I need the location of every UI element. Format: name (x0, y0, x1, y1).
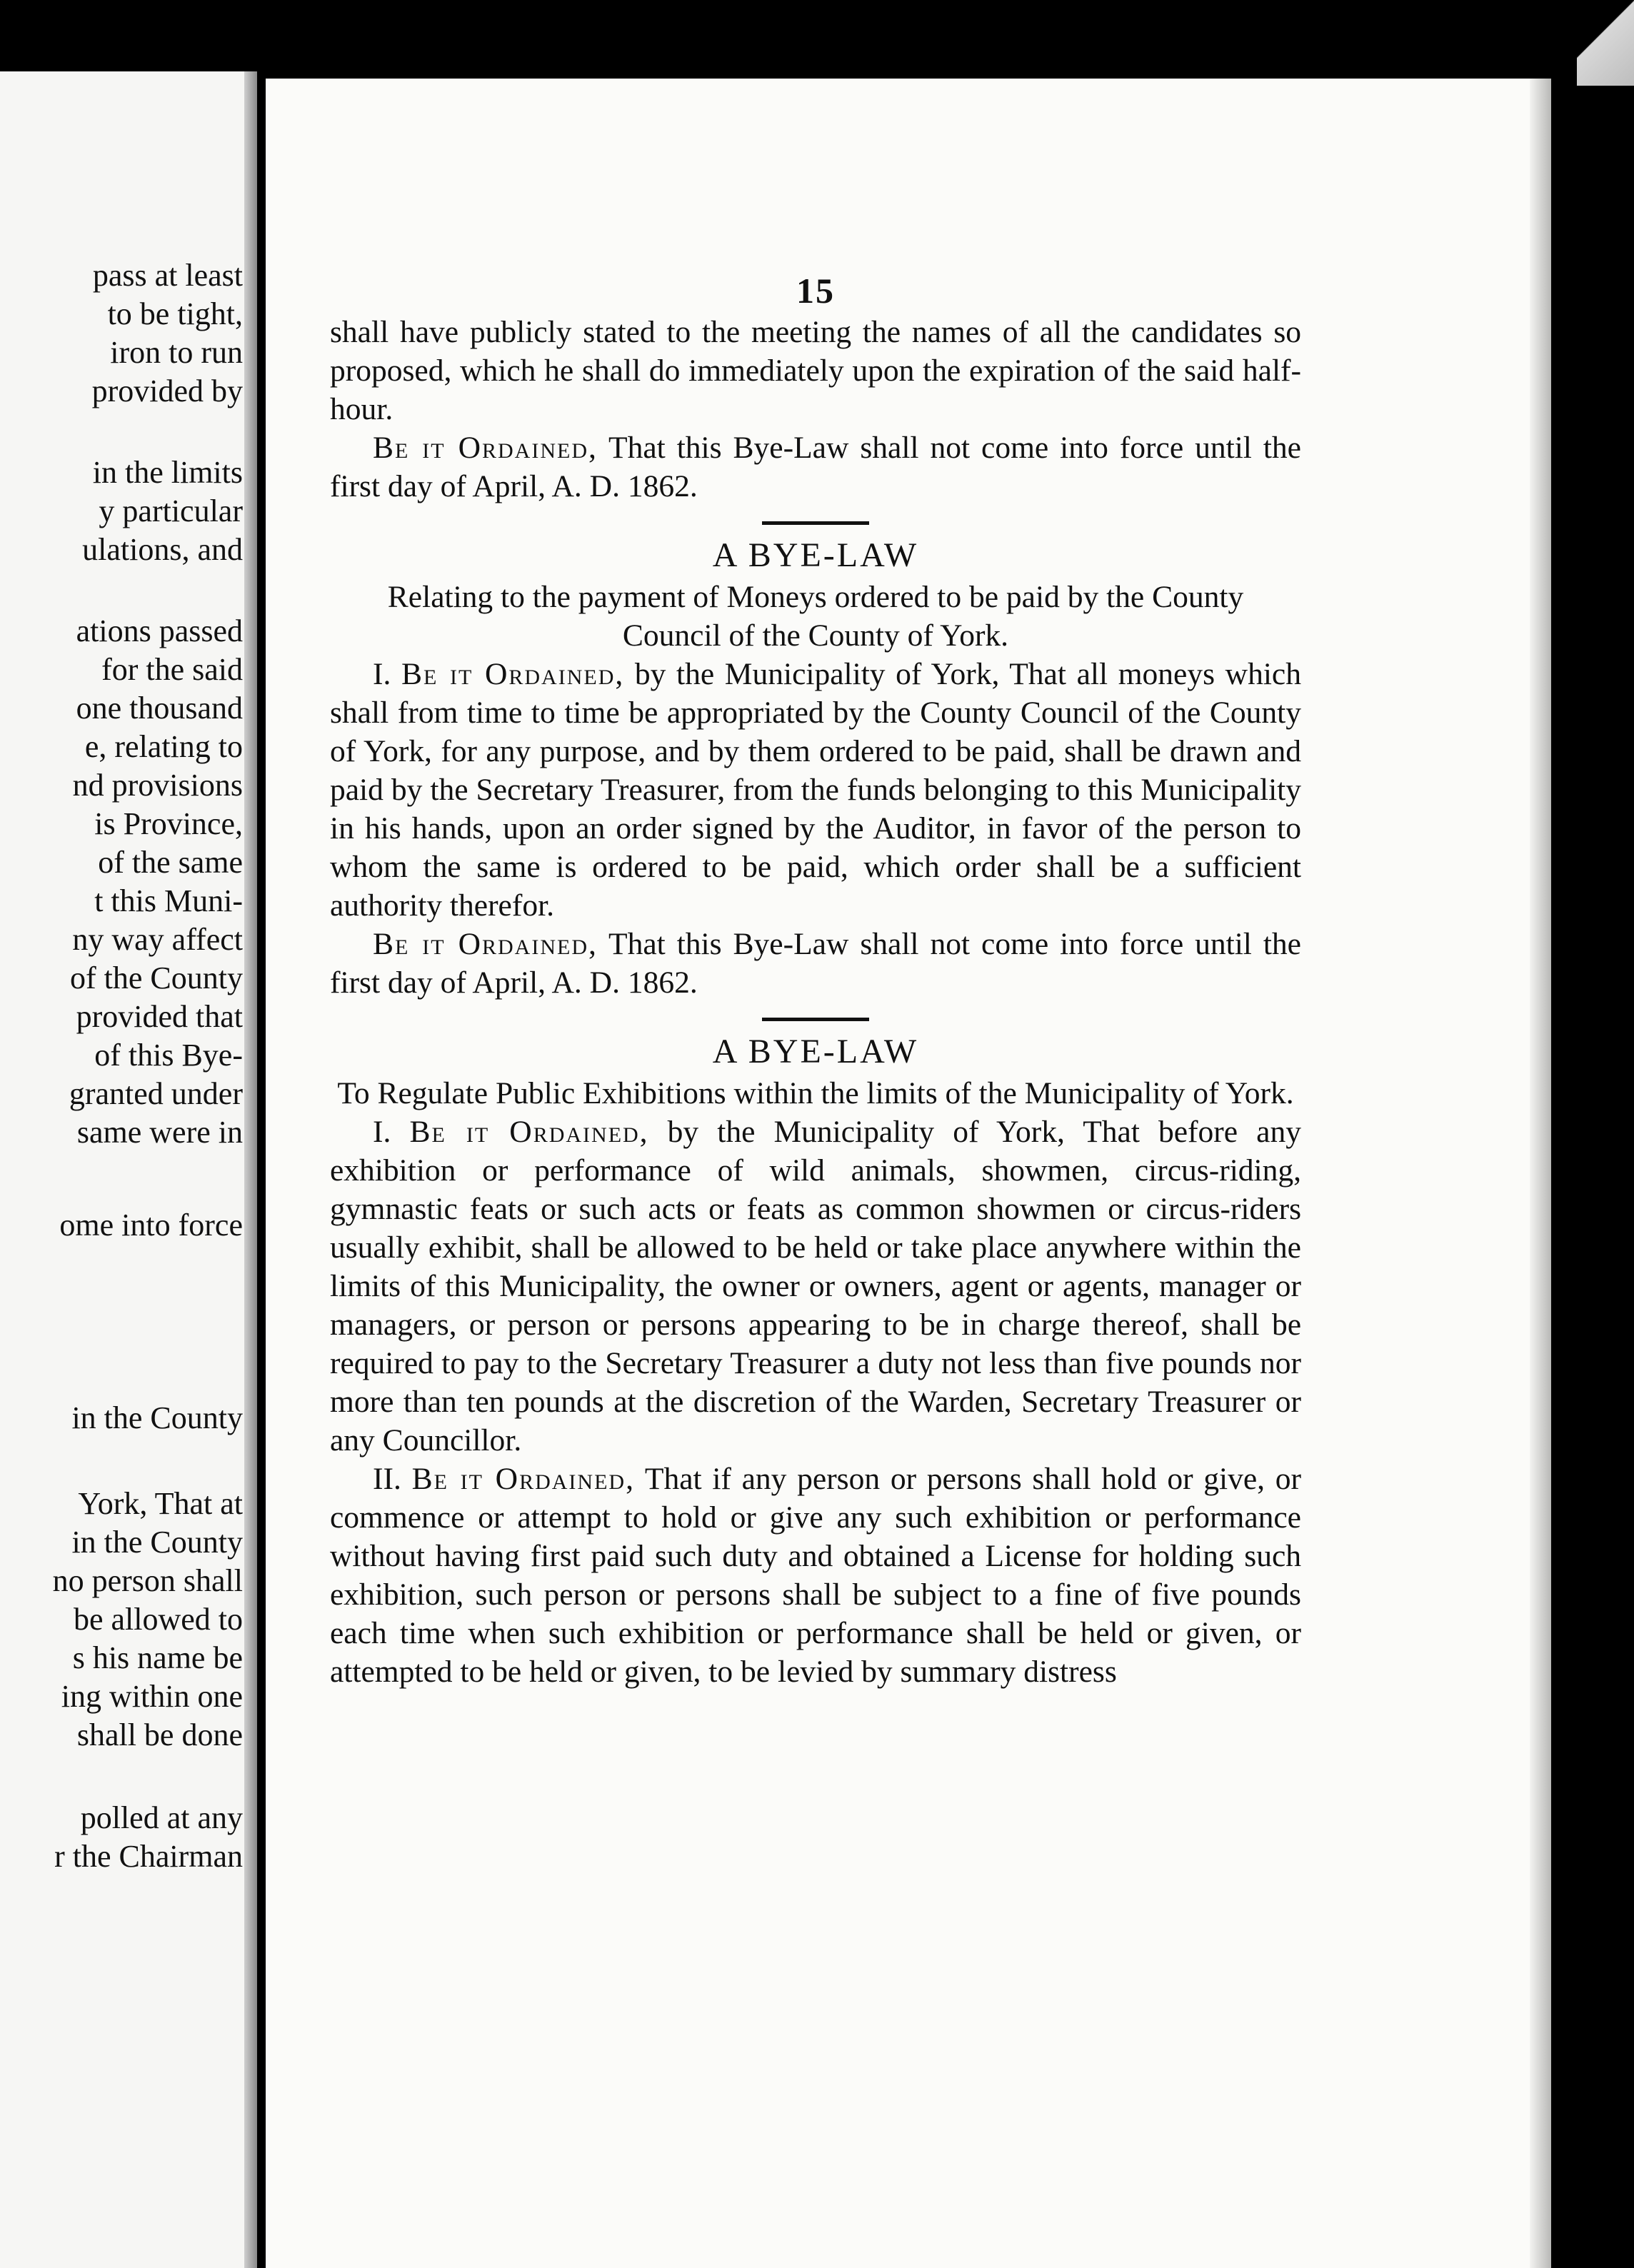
previous-page-line: t this Muni- (94, 883, 243, 918)
clause-number: I. (373, 1115, 410, 1149)
bylaw-heading: A BYE-LAW (712, 1033, 919, 1070)
clause-text: That this Bye-Law shall not come into force until the first day of April, A. D. 1862. (330, 927, 1301, 1000)
previous-page-line: provided by (91, 373, 243, 408)
previous-page-line: York, That at (78, 1486, 243, 1521)
previous-page-line: no person shall (52, 1563, 243, 1598)
previous-page-line: same were in (76, 1115, 243, 1150)
bylaw-clause (330, 1113, 1301, 1460)
previous-page-line: to be tight, (107, 296, 243, 331)
previous-page-line: provided that (76, 999, 243, 1034)
ordained-caps: Be it Ordained, (401, 657, 625, 691)
ordained-caps: Be it Ordained, (409, 1115, 649, 1149)
previous-page-line: pass at least (92, 258, 243, 293)
previous-page-line: ny way affect (72, 922, 243, 957)
ordained-caps: Be it Ordained, (373, 927, 598, 961)
bylaw-clause (330, 655, 1301, 925)
previous-page-line: for the said (101, 652, 243, 687)
previous-page-line: of the County (70, 960, 243, 995)
previous-page-line: s his name be (72, 1640, 243, 1675)
previous-page-line: is Province, (94, 806, 243, 841)
ordained-text: That this Bye-Law shall not come into force until the first day of April, A. D. 1862. (330, 431, 1301, 503)
previous-page-line: ulations, and (82, 532, 243, 567)
bylaw-closing-clause (330, 925, 1301, 1002)
bylaw-clause (330, 1460, 1301, 1691)
clause-number: I. (373, 657, 402, 691)
previous-page-line: shall be done (76, 1717, 243, 1752)
previous-page-line: granted under (69, 1076, 243, 1111)
previous-page-line: ome into force (59, 1208, 243, 1243)
previous-page-line: ations passed (76, 613, 243, 648)
opening-paragraph: shall have publicly stated to the meeting the names of all the candidates so proposed, which he shall do immediately upon the expiration of the said half-hour. (330, 315, 1301, 426)
previous-page-line: nd provisions (72, 768, 243, 803)
clause-text: by the Municipality of York, That before any exhibition or performance of wild animals, showmen, circus-riding, gymnastic feats or such acts or feats as common showmen or circus-riders usually exhibit, shall be allowed to be held or take place anywhere within the limits of this Municipality, the owner or owners, agent or agents, manager or managers, or person or persons appearing to be in charge thereof, shall be required to pay to the Secretary Treasurer a duty not less than five pounds nor more than ten pounds at the discretion of the Warden, Secretary Treasurer or any Councillor. (330, 1115, 1301, 1457)
previous-page-line: of this Bye- (94, 1038, 243, 1073)
previous-page-line: be allowed to (73, 1602, 243, 1637)
previous-page-line: ing within one (61, 1679, 243, 1714)
page-corner (1577, 0, 1634, 86)
page-content (330, 271, 1301, 1691)
page-number: 15 (796, 271, 835, 311)
previous-page-line: one thousand (76, 691, 243, 726)
previous-page (0, 71, 257, 2268)
previous-page-line: in the limits (92, 455, 243, 490)
previous-page-line: e, relating to (84, 729, 243, 764)
section-divider (762, 521, 869, 525)
page-gutter (244, 71, 257, 2268)
bylaw-heading: A BYE-LAW (712, 536, 919, 574)
previous-page-line: r the Chairman (54, 1839, 243, 1874)
ordained-caps: Be it Ordained, (411, 1462, 635, 1496)
previous-page-line: polled at any (80, 1800, 243, 1835)
previous-page-line: in the County (71, 1400, 243, 1435)
clause-text: by the Municipality of York, That all moneys which shall from time to time be appropriated by the County Council of the County of York, for any purpose, and by them ordered to be paid, shall be drawn and paid by the Secretary Treasurer, from the funds belonging to this Municipality in his hands, upon an order signed by the Auditor, in favor of the person to whom the same is ordered to be paid, which order shall be a sufficient authority therefor. (330, 657, 1301, 923)
bylaw-subtitle: To Regulate Public Exhibitions within the limits of the Municipality of York. (337, 1076, 1294, 1110)
previous-page-line: iron to run (110, 335, 243, 370)
clause-number: II. (373, 1462, 412, 1496)
page-edge (1530, 79, 1551, 2268)
ordained-clause-continuation (330, 428, 1301, 506)
previous-page-line: y particular (99, 493, 243, 528)
current-page (266, 79, 1551, 2268)
ordained-caps: Be it Ordained, (373, 431, 598, 465)
clause-text: That if any person or persons shall hold or give, or commence or attempt to hold or give any such exhibition or performance without having first paid such duty and obtained a License for holding such exhibition, such person or persons shall be subject to a fine of five pounds each time when such exhibition or performance shall be held or given, or attempted to be held or given, to be levied by summary distress (330, 1462, 1301, 1689)
bylaw-subtitle: Relating to the payment of Moneys ordered to be paid by the County Council of the County of York. (387, 580, 1244, 653)
previous-page-line: in the County (71, 1525, 243, 1560)
section-divider (762, 1018, 869, 1021)
previous-page-line: of the same (98, 845, 243, 880)
